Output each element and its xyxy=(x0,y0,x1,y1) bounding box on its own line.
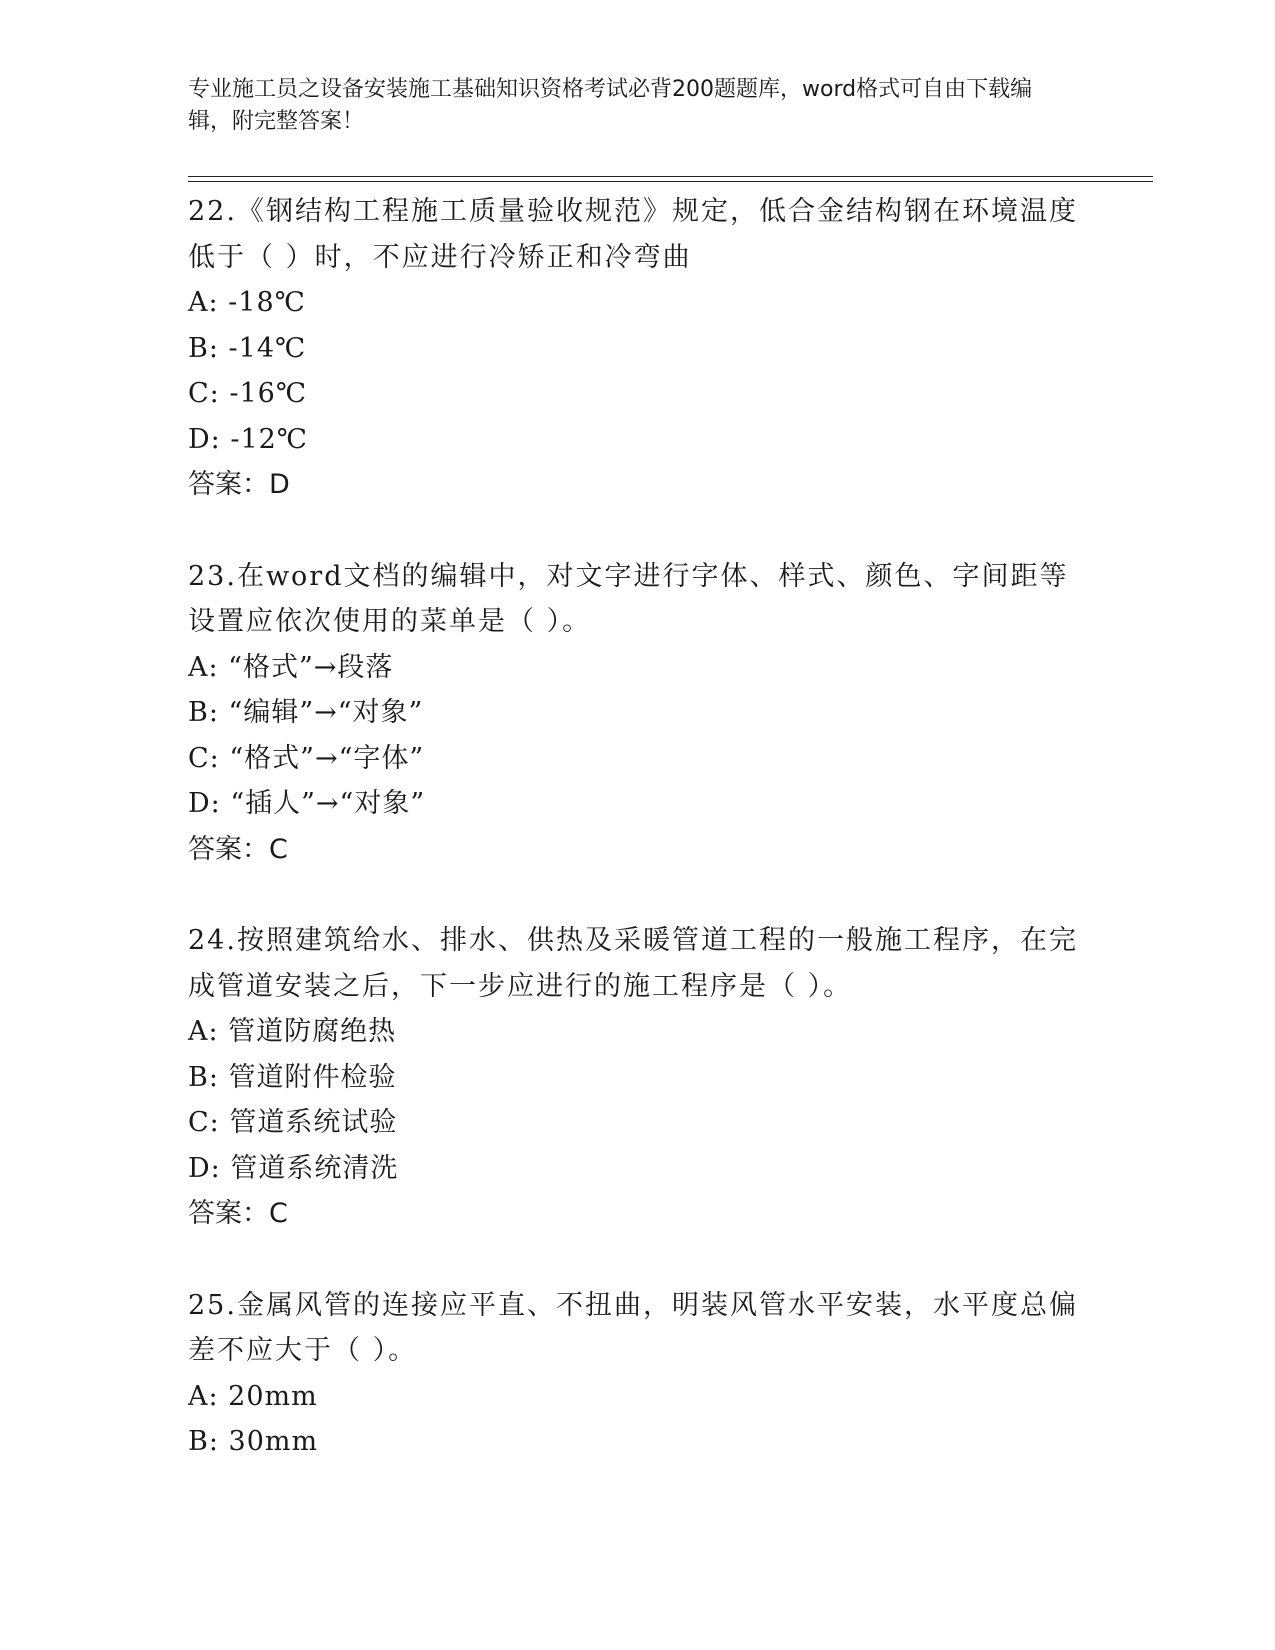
question-stem: 22.《钢结构工程施工质量验收规范》规定，低合金结构钢在环境温度低于（ ）时，不应进行冷矫正和冷弯曲 xyxy=(188,196,1078,273)
option-c: C: “格式”→“字体” xyxy=(188,742,425,774)
option-c: C: 管道系统试验 xyxy=(188,1107,398,1138)
question-22 xyxy=(188,189,1088,508)
question-24 xyxy=(188,918,1088,1237)
answer-line: 答案：D xyxy=(188,469,290,500)
question-stem: 24.按照建筑给水、排水、供热及采暖管道工程的一般施工程序，在完成管道安装之后，下一步应进行的施工程序是（ ）。 xyxy=(188,925,1078,1002)
question-25 xyxy=(188,1283,1088,1465)
option-c: C: -16℃ xyxy=(188,378,308,409)
question-23 xyxy=(188,554,1088,873)
option-d: D: 管道系统清洗 xyxy=(188,1152,399,1184)
header-rule-bottom xyxy=(188,181,1153,182)
option-b: B: 管道附件检验 xyxy=(188,1061,397,1093)
option-b: B: 30mm xyxy=(188,1426,319,1457)
answer-line: 答案：C xyxy=(188,1198,288,1229)
option-a: A: 管道防腐绝热 xyxy=(188,1016,397,1047)
header-rule-top xyxy=(188,176,1153,177)
question-stem: 23.在word文档的编辑中，对文字进行字体、样式、颜色、字间距等设置应依次使用的菜单是（ ）。 xyxy=(188,560,1069,637)
option-a: A: “格式”→段落 xyxy=(188,651,394,683)
question-list xyxy=(188,189,1088,1511)
option-a: A: 20mm xyxy=(188,1380,318,1412)
option-b: B: -14℃ xyxy=(188,332,307,364)
question-stem: 25.金属风管的连接应平直、不扭曲，明装风管水平安装，水平度总偏差不应大于（ ）。 xyxy=(188,1289,1078,1366)
document-header: 专业施工员之设备安装施工基础知识资格考试必背200题题库，word格式可自由下载编辑，附完整答案！ xyxy=(188,77,1033,134)
option-a: A: -18℃ xyxy=(188,287,306,318)
answer-line: 答案：C xyxy=(188,833,288,865)
option-d: D: “插人”→“对象” xyxy=(188,788,426,819)
option-d: D: -12℃ xyxy=(188,423,309,455)
option-b: B: “编辑”→“对象” xyxy=(188,697,424,728)
